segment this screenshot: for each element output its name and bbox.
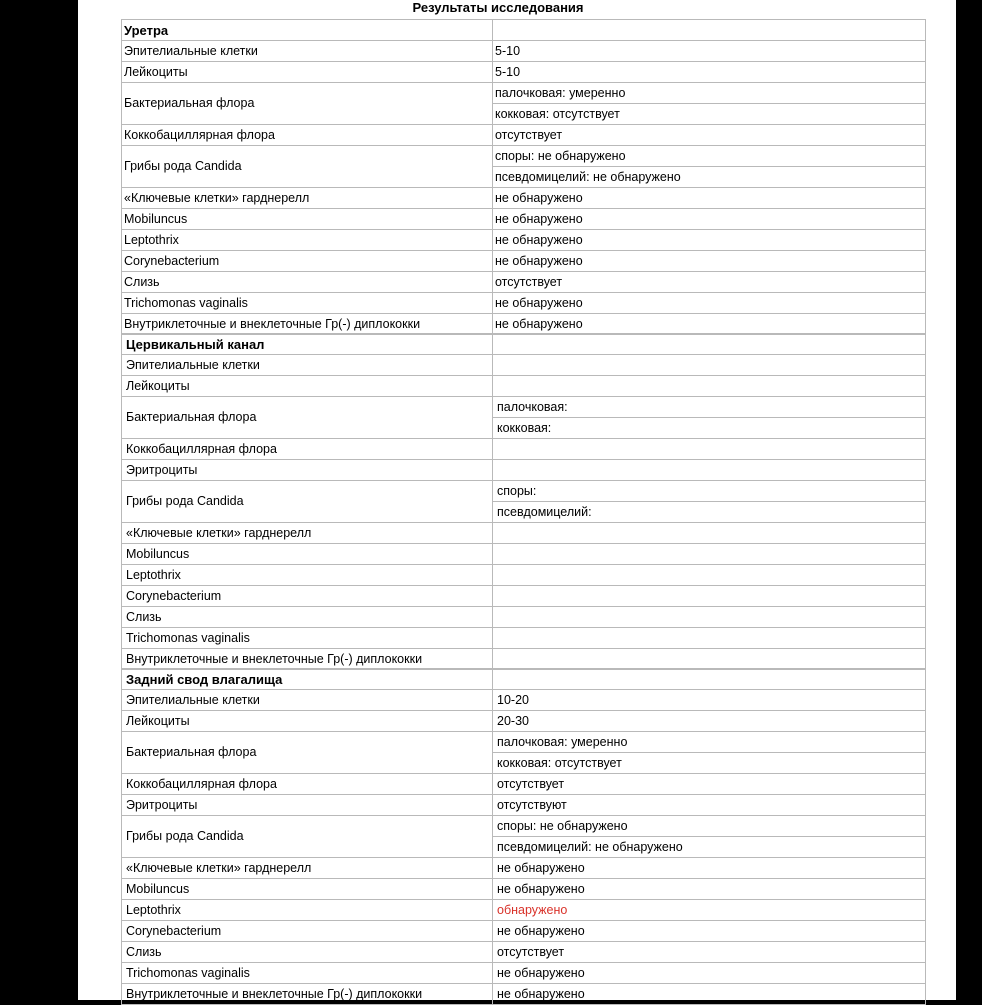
table-row	[122, 272, 926, 293]
section-posterior-fornix	[121, 668, 926, 1005]
table-row	[122, 523, 926, 544]
document-page	[78, 0, 956, 1000]
result-value-cell: кокковая: отсутствует	[493, 753, 926, 774]
result-value-cell	[493, 607, 926, 628]
section-title: Задний свод влагалища	[122, 669, 493, 690]
table-row	[122, 376, 926, 397]
test-name-cell: Бактериальная флора	[122, 83, 493, 125]
test-name-cell: Слизь	[122, 607, 493, 628]
section-header-row	[122, 334, 926, 355]
result-value-cell: не обнаружено	[493, 188, 926, 209]
test-name-cell: Грибы рода Candida	[122, 481, 493, 523]
test-name-cell: «Ключевые клетки» гарднерелл	[122, 188, 493, 209]
test-name-cell: Mobiluncus	[122, 209, 493, 230]
test-name-cell: Leptothrix	[122, 900, 493, 921]
section-header-row	[122, 20, 926, 41]
test-name-cell: Грибы рода Candida	[122, 146, 493, 188]
page-title: Результаты исследования	[412, 0, 584, 15]
section-header-row	[122, 669, 926, 690]
test-name-cell: Mobiluncus	[122, 879, 493, 900]
test-name-cell: Внутриклеточные и внеклеточные Гр(-) диплококки	[122, 649, 493, 670]
result-value-cell: не обнаружено	[493, 251, 926, 272]
test-name-cell: Эпителиальные клетки	[122, 690, 493, 711]
result-value-cell: отсутствует	[493, 272, 926, 293]
table-row	[122, 314, 926, 335]
section-title: Уретра	[122, 20, 493, 41]
test-name-cell: Trichomonas vaginalis	[122, 293, 493, 314]
result-value-cell: псевдомицелий: не обнаружено	[493, 167, 926, 188]
result-value-cell	[493, 586, 926, 607]
result-value-cell: не обнаружено	[493, 230, 926, 251]
result-value-cell: споры: не обнаружено	[493, 146, 926, 167]
test-name-cell: Грибы рода Candida	[122, 816, 493, 858]
result-value-cell: не обнаружено	[493, 858, 926, 879]
result-value-cell: палочковая: умеренно	[493, 83, 926, 104]
test-name-cell: Бактериальная флора	[122, 397, 493, 439]
table-row	[122, 209, 926, 230]
test-name-cell: Эритроциты	[122, 460, 493, 481]
test-name-cell: Эпителиальные клетки	[122, 41, 493, 62]
table-row	[122, 251, 926, 272]
result-value-cell	[493, 460, 926, 481]
result-value-cell	[493, 649, 926, 670]
table-row	[122, 921, 926, 942]
table-row	[122, 732, 926, 753]
test-name-cell: Внутриклеточные и внеклеточные Гр(-) диплококки	[122, 984, 493, 1005]
test-name-cell: Коккобациллярная флора	[122, 439, 493, 460]
result-value-cell: отсутствует	[493, 125, 926, 146]
result-value-cell	[493, 376, 926, 397]
result-value-cell: отсутствует	[493, 774, 926, 795]
table-row	[122, 230, 926, 251]
table-row	[122, 649, 926, 670]
test-name-cell: Leptothrix	[122, 565, 493, 586]
table-row	[122, 565, 926, 586]
table-row	[122, 125, 926, 146]
table-row	[122, 188, 926, 209]
table-row	[122, 41, 926, 62]
table-row	[122, 397, 926, 418]
result-value-cell: кокковая: отсутствует	[493, 104, 926, 125]
table-row	[122, 858, 926, 879]
table-row	[122, 628, 926, 649]
result-value-cell: палочковая: умеренно	[493, 732, 926, 753]
table-row	[122, 816, 926, 837]
result-value-cell: отсутствуют	[493, 795, 926, 816]
result-value-cell: споры: не обнаружено	[493, 816, 926, 837]
table-row	[122, 355, 926, 376]
result-value-cell: 5-10	[493, 62, 926, 83]
test-name-cell: Corynebacterium	[122, 586, 493, 607]
result-value-cell: псевдомицелий:	[493, 502, 926, 523]
table-row	[122, 963, 926, 984]
result-value-cell	[493, 355, 926, 376]
test-name-cell: Trichomonas vaginalis	[122, 963, 493, 984]
table-row	[122, 942, 926, 963]
section-urethra	[121, 19, 926, 335]
section-header-empty-cell	[493, 20, 926, 41]
result-value-cell: 20-30	[493, 711, 926, 732]
table-row	[122, 146, 926, 167]
test-name-cell: Лейкоциты	[122, 62, 493, 83]
section-cervical-canal	[121, 333, 926, 670]
table-row	[122, 795, 926, 816]
test-name-cell: Эпителиальные клетки	[122, 355, 493, 376]
result-value-cell: не обнаружено	[493, 921, 926, 942]
table-row	[122, 83, 926, 104]
result-value-cell: 5-10	[493, 41, 926, 62]
table-row	[122, 690, 926, 711]
result-value-cell	[493, 565, 926, 586]
test-name-cell: Слизь	[122, 942, 493, 963]
result-value-cell: не обнаружено	[493, 984, 926, 1005]
section-header-empty-cell	[493, 669, 926, 690]
table-row	[122, 460, 926, 481]
result-value-cell: не обнаружено	[493, 209, 926, 230]
test-name-cell: Коккобациллярная флора	[122, 774, 493, 795]
test-name-cell: Бактериальная флора	[122, 732, 493, 774]
result-value-abnormal: обнаружено	[493, 900, 926, 921]
table-row	[122, 481, 926, 502]
test-name-cell: Corynebacterium	[122, 251, 493, 272]
table-row	[122, 774, 926, 795]
result-value-cell: 10-20	[493, 690, 926, 711]
section-header-empty-cell	[493, 334, 926, 355]
result-value-cell: споры:	[493, 481, 926, 502]
result-value-cell: не обнаружено	[493, 293, 926, 314]
test-name-cell: Лейкоциты	[122, 711, 493, 732]
table-row	[122, 900, 926, 921]
table-row	[122, 879, 926, 900]
test-name-cell: Corynebacterium	[122, 921, 493, 942]
table-row	[122, 544, 926, 565]
result-value-cell: псевдомицелий: не обнаружено	[493, 837, 926, 858]
test-name-cell: Лейкоциты	[122, 376, 493, 397]
result-value-cell	[493, 439, 926, 460]
test-name-cell: «Ключевые клетки» гарднерелл	[122, 523, 493, 544]
result-value-cell	[493, 544, 926, 565]
table-row	[122, 711, 926, 732]
result-value-cell	[493, 523, 926, 544]
table-row	[122, 62, 926, 83]
test-name-cell: Коккобациллярная флора	[122, 125, 493, 146]
result-value-cell: не обнаружено	[493, 314, 926, 335]
result-value-cell: отсутствует	[493, 942, 926, 963]
test-name-cell: «Ключевые клетки» гарднерелл	[122, 858, 493, 879]
result-value-cell: кокковая:	[493, 418, 926, 439]
result-value-cell: палочковая:	[493, 397, 926, 418]
table-row	[122, 984, 926, 1005]
section-title: Цервикальный канал	[122, 334, 493, 355]
result-value-cell: не обнаружено	[493, 963, 926, 984]
test-name-cell: Leptothrix	[122, 230, 493, 251]
result-value-cell: не обнаружено	[493, 879, 926, 900]
test-name-cell: Внутриклеточные и внеклеточные Гр(-) диплококки	[122, 314, 493, 335]
table-row	[122, 293, 926, 314]
table-row	[122, 586, 926, 607]
test-name-cell: Эритроциты	[122, 795, 493, 816]
table-row	[122, 439, 926, 460]
table-row	[122, 607, 926, 628]
result-value-cell	[493, 628, 926, 649]
test-name-cell: Trichomonas vaginalis	[122, 628, 493, 649]
test-name-cell: Слизь	[122, 272, 493, 293]
test-name-cell: Mobiluncus	[122, 544, 493, 565]
